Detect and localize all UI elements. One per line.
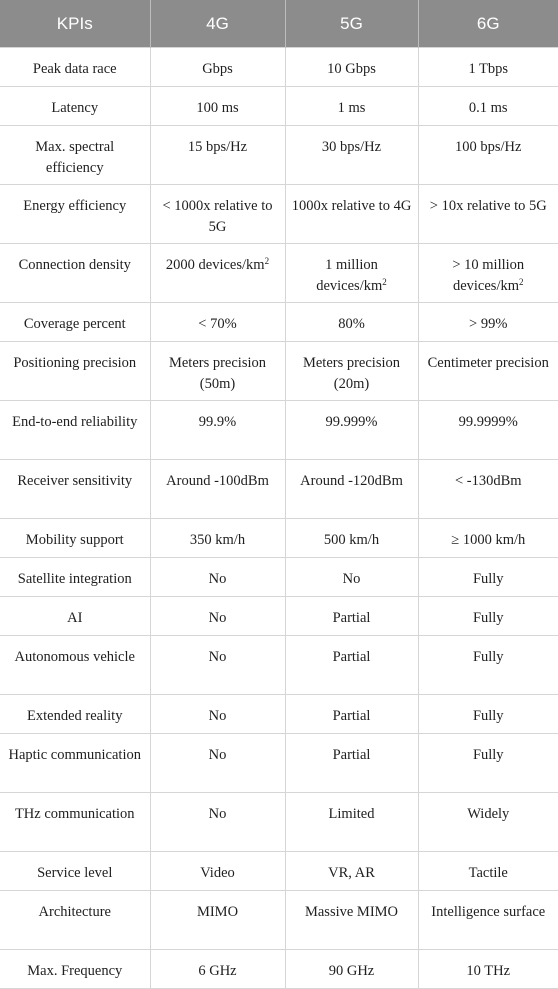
g6-cell: 99.9999%	[418, 401, 558, 460]
g4-cell: < 1000x relative to 5G	[150, 185, 285, 244]
g4-value: 2000 devices/km	[165, 257, 265, 273]
g6-value: > 10 million devices/km	[452, 257, 525, 294]
table-row	[0, 48, 558, 87]
table-row	[0, 401, 558, 460]
g4-cell: No	[150, 558, 285, 597]
g6-cell: Fully	[418, 636, 558, 695]
g6-cell: 0.1 ms	[418, 87, 558, 126]
g5-cell: 30 bps/Hz	[285, 126, 418, 185]
table-row	[0, 87, 558, 126]
kpi-cell: Latency	[0, 87, 150, 126]
g6-cell: > 99%	[418, 303, 558, 342]
g6-cell: Fully	[418, 734, 558, 793]
g4-cell: No	[150, 695, 285, 734]
g5-cell: Partial	[285, 734, 418, 793]
table-row	[0, 950, 558, 989]
g5-cell: Limited	[285, 793, 418, 852]
kpi-cell: Connection density	[0, 244, 150, 303]
g6-cell: 1 Tbps	[418, 48, 558, 87]
g4-cell: 350 km/h	[150, 519, 285, 558]
g5-cell: 1000x relative to 4G	[285, 185, 418, 244]
kpi-cell: Coverage percent	[0, 303, 150, 342]
g5-cell: Partial	[285, 636, 418, 695]
table-row	[0, 852, 558, 891]
g4-cell: 6 GHz	[150, 950, 285, 989]
header-4g: 4G	[150, 0, 285, 48]
kpi-cell: Receiver sensitivity	[0, 460, 150, 519]
g5-value: 1 million devices/km	[316, 257, 383, 294]
g6-cell: 10 THz	[418, 950, 558, 989]
table-row	[0, 734, 558, 793]
table-row	[0, 126, 558, 185]
table-body	[0, 48, 558, 989]
kpi-cell: Haptic communication	[0, 734, 150, 793]
g5-cell: Around -120dBm	[285, 460, 418, 519]
kpi-cell: Max. Frequency	[0, 950, 150, 989]
g4-cell: No	[150, 734, 285, 793]
table-row	[0, 597, 558, 636]
kpi-cell: AI	[0, 597, 150, 636]
g6-cell	[418, 244, 558, 303]
superscript-2: 2	[382, 277, 387, 287]
g4-cell: 99.9%	[150, 401, 285, 460]
g5-cell: Partial	[285, 695, 418, 734]
superscript-2: 2	[519, 277, 524, 287]
table-row	[0, 244, 558, 303]
g5-cell: 500 km/h	[285, 519, 418, 558]
g4-cell: No	[150, 793, 285, 852]
g4-cell: Video	[150, 852, 285, 891]
g6-cell: Intelligence surface	[418, 891, 558, 950]
table-row	[0, 558, 558, 597]
kpi-cell: Satellite integration	[0, 558, 150, 597]
g6-cell: ≥ 1000 km/h	[418, 519, 558, 558]
g4-cell: Around -100dBm	[150, 460, 285, 519]
g4-cell: No	[150, 597, 285, 636]
g4-cell: < 70%	[150, 303, 285, 342]
table-row	[0, 185, 558, 244]
kpi-cell: Service level	[0, 852, 150, 891]
g5-cell: 90 GHz	[285, 950, 418, 989]
g5-cell: Partial	[285, 597, 418, 636]
kpi-cell: THz communication	[0, 793, 150, 852]
kpi-cell: Energy efficiency	[0, 185, 150, 244]
table-row	[0, 891, 558, 950]
g4-cell: 15 bps/Hz	[150, 126, 285, 185]
g6-cell: > 10x relative to 5G	[418, 185, 558, 244]
g6-cell: < -130dBm	[418, 460, 558, 519]
kpi-cell: Extended reality	[0, 695, 150, 734]
g6-cell: Centimeter precision	[418, 342, 558, 401]
kpi-cell: Architecture	[0, 891, 150, 950]
kpi-cell: End-to-end reliability	[0, 401, 150, 460]
g5-cell: No	[285, 558, 418, 597]
g5-cell: Meters precision (20m)	[285, 342, 418, 401]
kpi-cell: Autonomous vehicle	[0, 636, 150, 695]
superscript-2: 2	[264, 256, 270, 266]
g6-cell: Tactile	[418, 852, 558, 891]
g5-cell: 1 ms	[285, 87, 418, 126]
g5-cell: Massive MIMO	[285, 891, 418, 950]
table-row	[0, 303, 558, 342]
table-row	[0, 695, 558, 734]
kpi-cell: Max. spectral efficiency	[0, 126, 150, 185]
g4-cell	[150, 244, 285, 303]
g5-cell: 80%	[285, 303, 418, 342]
header-row	[0, 0, 558, 48]
header-6g: 6G	[418, 0, 558, 48]
table-row	[0, 636, 558, 695]
table-header	[0, 0, 558, 48]
kpi-cell: Mobility support	[0, 519, 150, 558]
g4-cell: MIMO	[150, 891, 285, 950]
table-row	[0, 793, 558, 852]
g4-cell: No	[150, 636, 285, 695]
kpi-cell: Positioning precision	[0, 342, 150, 401]
table-row	[0, 519, 558, 558]
g5-cell	[285, 244, 418, 303]
g4-cell: Meters precision (50m)	[150, 342, 285, 401]
header-kpis: KPIs	[0, 0, 150, 48]
g5-cell: 10 Gbps	[285, 48, 418, 87]
g5-cell: 99.999%	[285, 401, 418, 460]
g6-cell: Widely	[418, 793, 558, 852]
g4-cell: 100 ms	[150, 87, 285, 126]
table-row	[0, 460, 558, 519]
g6-cell: Fully	[418, 695, 558, 734]
kpi-cell: Peak data race	[0, 48, 150, 87]
g4-cell: Gbps	[150, 48, 285, 87]
g5-cell: VR, AR	[285, 852, 418, 891]
header-5g: 5G	[285, 0, 418, 48]
table-row	[0, 342, 558, 401]
g6-cell: Fully	[418, 558, 558, 597]
g6-cell: 100 bps/Hz	[418, 126, 558, 185]
g6-cell: Fully	[418, 597, 558, 636]
